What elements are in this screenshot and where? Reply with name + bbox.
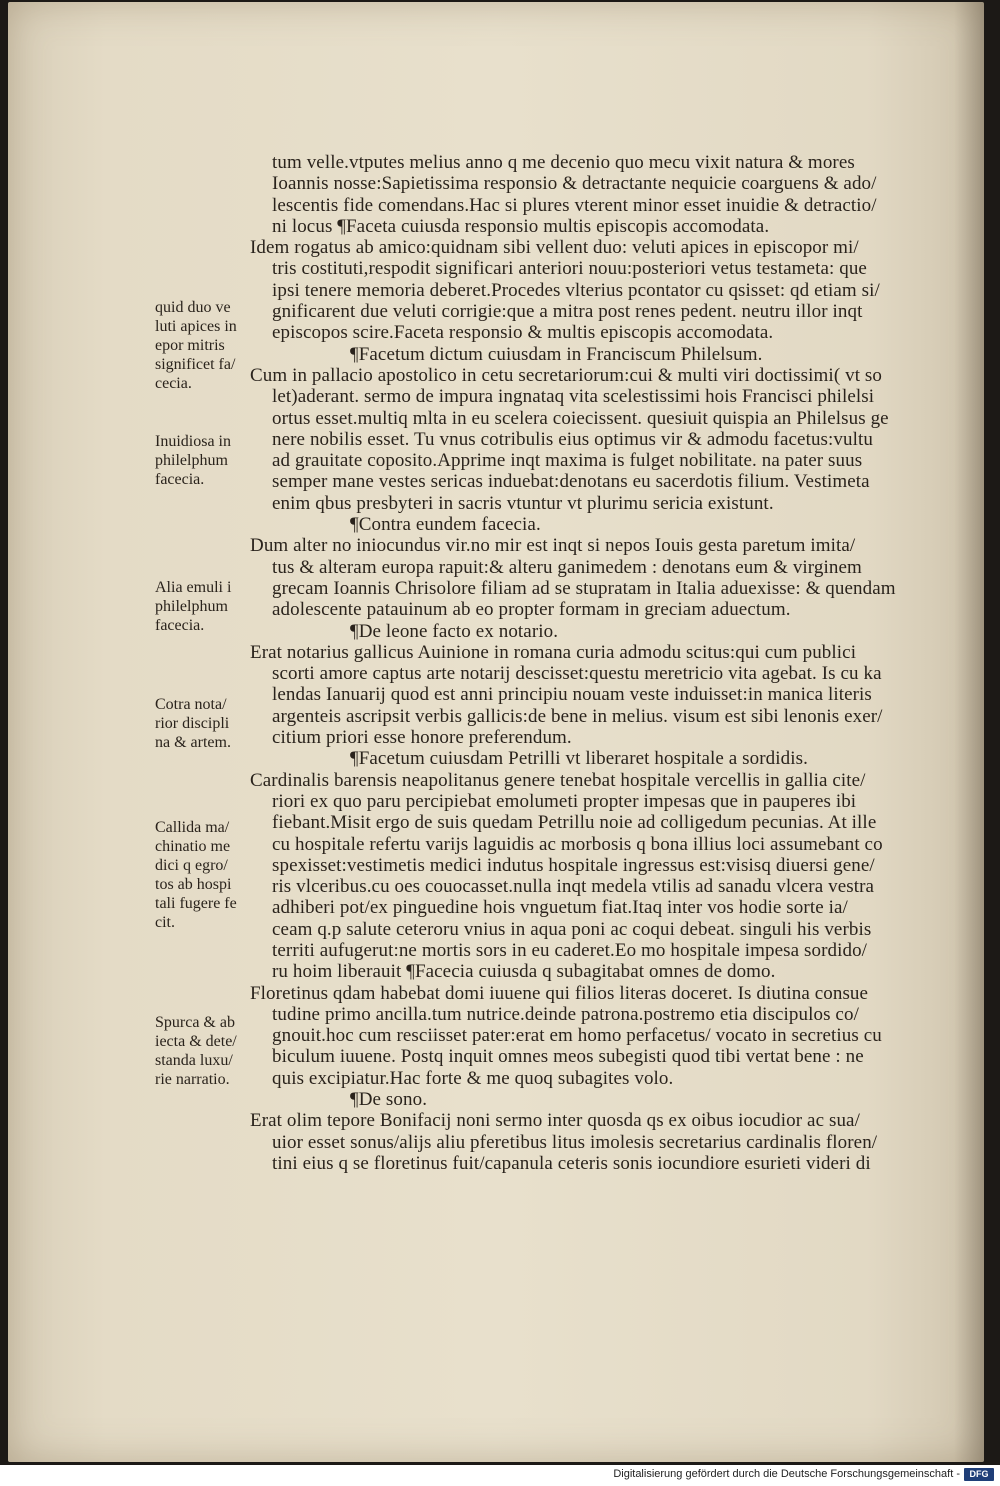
text-line: grecam Ioannis Chrisolore filiam ad se stupratam in Italia aduexisse: & quendam bbox=[272, 577, 896, 599]
text-line: episcopos scire.Faceta responsio & multis episcopis accomodata. bbox=[272, 322, 774, 344]
text-line: Erat notarius gallicus Auinione in romana curia admodu scitus:qui cum publici bbox=[250, 641, 857, 663]
margin-note bbox=[155, 1013, 255, 1089]
text-line: Dum alter no iniocundus vir.no mir est inqt si nepos Iouis gesta paretum imita/ bbox=[250, 535, 856, 557]
text-line: fiebant.Misit ergo de suis quedam Petrillu noie ad colligedum pecunias. At ille bbox=[272, 812, 877, 834]
text-line: spexisset:vestimetis medici indutus hospitale ingressus est:visisq diuersi gene/ bbox=[272, 854, 875, 876]
section-heading: ¶Facetum cuiusdam Petrilli vt liberaret hospitale a sordidis. bbox=[350, 748, 808, 770]
margin-note bbox=[155, 695, 255, 752]
text-line: citium priori esse honore preferendum. bbox=[272, 727, 572, 749]
digitization-footer bbox=[0, 1465, 1000, 1486]
text-line: Floretinus qdam habebat domi iuuene qui filios literas doceret. Is diutina consue bbox=[250, 982, 869, 1004]
text-line: scorti amore captus arte notarij descisset:questu meretricio vita agebat. Is cu ka bbox=[272, 663, 882, 685]
text-line: gnouit.hoc cum resciisset pater:erat em homo perfacetus/ vocato in secretius cu bbox=[272, 1025, 882, 1047]
margin-note-line: significet fa/ bbox=[155, 356, 236, 373]
margin-note-line: dici q egro/ bbox=[155, 857, 228, 874]
text-line: let)aderant. sermo de impura ingnataq vita scelestissimi hois Francisci philelsi bbox=[272, 386, 875, 408]
text-line: Cardinalis barensis neapolitanus genere tenebat hospitale vercellis in gallia cite/ bbox=[250, 769, 866, 791]
margin-note-line: Alia emuli i bbox=[155, 579, 232, 596]
text-line: Ioannis nosse:Sapietissima responsio & detractante nequicie coarguens & ado/ bbox=[272, 173, 877, 195]
margin-note-line: Cotra nota/ bbox=[155, 696, 227, 713]
section-heading: ¶Contra eundem facecia. bbox=[350, 514, 541, 536]
text-line: Cum in pallacio apostolico in cetu secretariorum:cui & multi viri doctissimi( vt so bbox=[250, 364, 883, 386]
footer-credit: Digitalisierung gefördert durch die Deutsche Forschungsgemeinschaft - bbox=[613, 1468, 960, 1480]
margin-note-line: iecta & dete/ bbox=[155, 1033, 237, 1050]
margin-note-line: cit. bbox=[155, 914, 175, 931]
margin-note-line: tos ab hospi bbox=[155, 876, 232, 893]
text-line: semper mane vestes sericas induebat:denotans eu sacerdotis filium. Vestimeta bbox=[272, 471, 870, 493]
margin-note-line: na & artem. bbox=[155, 734, 231, 751]
text-line: ris vlceribus.cu oes couocasset.nulla inqt medela vtilis ad sanadu vlcera vestra bbox=[272, 876, 875, 898]
margin-note-line: luti apices in bbox=[155, 318, 237, 335]
text-line: ortus esset.multiq mlta in eu scelera coiecissent. quesiuit quispia an Philelsus ge bbox=[272, 407, 889, 429]
text-line: quis excipiatur.Hac forte & me quoq subagites volo. bbox=[272, 1067, 674, 1089]
text-line: uior esset sonus/alijs aliu pferetibus litus imolesis secretarius cardinalis floren/ bbox=[272, 1131, 878, 1153]
margin-note-line: facecia. bbox=[155, 617, 205, 634]
margin-note-line: quid duo ve bbox=[155, 299, 231, 316]
text-line: adhiberi pot/ex pinguedine hois vnguetum fiat.Itaq inter vos hodie sorte ia/ bbox=[272, 897, 848, 919]
text-line: tum velle.vtputes melius anno q me decenio quo mecu vixit natura & mores bbox=[272, 152, 855, 173]
text-line: ru hoim liberauit ¶Facecia cuiusda q subagitabat omnes de domo. bbox=[272, 961, 776, 983]
text-line: tini eius q se floretinus fuit/capanula ceteris sonis iocundiore esurieti videri di bbox=[272, 1152, 871, 1174]
text-line: ipsi tenere memoria deberet.Procedes vlterius pcontator cu qsisset: qd etiam si/ bbox=[272, 279, 880, 301]
margin-note-line: chinatio me bbox=[155, 838, 231, 855]
text-line: gnificarent due veluti corrigie:que a mitra post renes pedent. neutru illor inqt bbox=[272, 301, 863, 323]
text-line: ad grauitate coposito.Apprime inqt maxima is fulget nobilitate. na pater suus bbox=[272, 450, 863, 472]
margin-note-line: philelphum bbox=[155, 598, 228, 615]
text-line: territi aufugerut:ne mortis sors in eu caderet.Eo mo hospitale impesa sordido/ bbox=[272, 939, 868, 961]
text-line: argenteis ascripsit verbis gallicis:de bene in melius. visum est sibi lenonis exer/ bbox=[272, 705, 883, 727]
text-line: tris costituti,respodit significari anteriori nouu:posteriori vetus testameta: que bbox=[272, 258, 867, 280]
margin-note-line: cecia. bbox=[155, 375, 192, 392]
text-line: lendas Ianuarij quod est anni principiu nouam veste induisset:in manica literis bbox=[272, 684, 872, 706]
section-heading: ¶De leone facto ex notario. bbox=[350, 620, 559, 642]
text-line: ceam q.p salute ceteroru vnius in aqua poni ac coqui debeat. singuli his verbis bbox=[272, 918, 872, 940]
text-line: lescentis fide comendans.Hac si plures vterent minor esset inuidie & detractio/ bbox=[272, 194, 877, 216]
text-line: biculum iuuene. Postq inquit omnes meos subegisti quod tibi vertat bene : ne bbox=[272, 1046, 864, 1068]
margin-note-line: facecia. bbox=[155, 471, 205, 488]
section-heading: ¶Facetum dictum cuiusdam in Franciscum Philelsum. bbox=[350, 343, 763, 365]
margin-note bbox=[155, 298, 255, 393]
margin-note-line: philelphum bbox=[155, 452, 228, 469]
text-line: tus & alteram europa rapuit:& alteru ganimedem : denotans eum & virginem bbox=[272, 556, 862, 578]
margin-note-line: Inuidiosa in bbox=[155, 433, 231, 450]
margin-note bbox=[155, 578, 255, 635]
text-line: nere nobilis esset. Tu vnus cotribulis eius optimus vir & admodu facetus:vultu bbox=[272, 428, 873, 450]
margin-note-line: Callida ma/ bbox=[155, 819, 230, 836]
text-line: ni locus ¶Faceta cuiusda responsio multis episcopis accomodata. bbox=[272, 215, 770, 237]
dfg-logo-icon: DFG bbox=[964, 1468, 994, 1481]
margin-note-line: tali fugere fe bbox=[155, 895, 237, 912]
margin-note-line: epor mitris bbox=[155, 337, 225, 354]
section-heading: ¶De sono. bbox=[350, 1089, 428, 1111]
text-line: tudine primo ancilla.tum nutrice.deinde patrona.postremo etia discipulos co/ bbox=[272, 1003, 859, 1025]
margin-note-line: rie narratio. bbox=[155, 1071, 230, 1088]
text-line: riori ex quo paru percipiebat emolumeti propter impesas que in pauperes ibi bbox=[272, 790, 857, 812]
margin-note-line: rior discipli bbox=[155, 715, 230, 732]
margin-note bbox=[155, 432, 255, 489]
margin-note-line: Spurca & ab bbox=[155, 1014, 235, 1031]
main-text-column bbox=[250, 152, 930, 1174]
margin-note-line: standa luxu/ bbox=[155, 1052, 233, 1069]
text-line: Idem rogatus ab amico:quidnam sibi vellent duo: veluti apices in episcopor mi/ bbox=[250, 237, 859, 259]
text-line: Erat olim tepore Bonifacij noni sermo inter quosda qs ex oibus iocudior ac sua/ bbox=[250, 1110, 860, 1132]
margin-note bbox=[155, 818, 255, 932]
text-line: cu hospitale refertu varijs laguidis ac morbosis q bona illius loci assumebant co bbox=[272, 833, 883, 855]
text-line: adolescente patauinum ab eo propter formam in greciam aduectum. bbox=[272, 599, 791, 621]
text-line: enim qbus presbyteri in sacris vtuntur vt plurimu sericia existunt. bbox=[272, 492, 774, 514]
